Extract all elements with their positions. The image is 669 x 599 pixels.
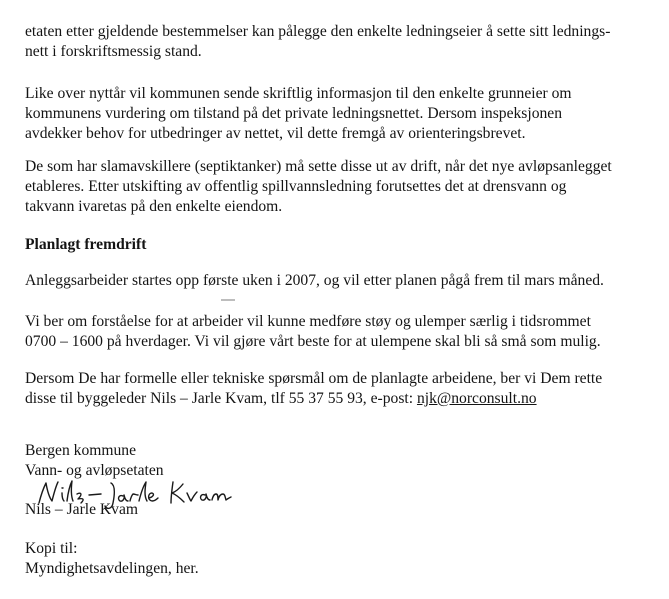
paragraph-line: Anleggsarbeider startes opp første uken i 2007, og vil etter planen pågå frem til mars måned. xyxy=(25,272,604,289)
paragraph-line: 0700 – 1600 på hverdager. Vi vil gjøre vårt beste for at ulempene skal bli så små som mulig. xyxy=(25,333,601,350)
sender-organization: Bergen kommune xyxy=(25,442,137,459)
paragraph-line: nett i forskriftsmessig stand. xyxy=(25,43,202,60)
paragraph-ulemper xyxy=(25,312,601,352)
paragraph-line: Vi ber om forståelse for at arbeider vil kunne medføre støy og ulemper særlig i tidsrommet xyxy=(25,313,591,330)
paragraph-ledningseier xyxy=(25,22,610,62)
handwritten-signature xyxy=(31,479,241,515)
sender-name: Nils – Jarle Kvam xyxy=(25,501,139,518)
paragraph-line: etaten etter gjeldende bestemmelser kan pålegge den enkelte ledningseier å sette sitt lednings- xyxy=(25,23,611,40)
paragraph-informasjon xyxy=(25,84,572,144)
paragraph-slamavskillere xyxy=(25,157,612,217)
section-heading: Planlagt fremdrift xyxy=(25,236,147,253)
paragraph-line xyxy=(25,389,602,409)
paragraph-line: Like over nyttår vil kommunen sende skriftlig informasjon til den enkelte grunneier om xyxy=(25,85,572,102)
sender-department: Vann- og avløpsetaten xyxy=(25,462,164,479)
paragraph-kontakt xyxy=(25,369,602,409)
email-link[interactable]: njk@norconsult.no xyxy=(416,390,537,407)
contact-text: disse til byggeleder Nils – Jarle Kvam, tlf 55 37 55 93, e-post: xyxy=(25,390,417,407)
copy-label: Kopi til: xyxy=(25,540,78,557)
copy-block xyxy=(25,539,199,579)
scan-speck xyxy=(221,299,235,301)
paragraph-line: takvann ivaretas på den enkelte eiendom. xyxy=(25,198,283,215)
copy-recipient: Myndighetsavdelingen, her. xyxy=(25,560,199,577)
paragraph-line: avdekker behov for utbedringer av nettet, vil dette fremgå av orienteringsbrevet. xyxy=(25,125,526,142)
paragraph-line: De som har slamavskillere (septiktanker) må sette disse ut av drift, når det nye avløpsanlegget xyxy=(25,158,612,175)
paragraph-line: Dersom De har formelle eller tekniske spørsmål om de planlagte arbeidene, ber vi Dem rette xyxy=(25,370,603,387)
letter-page xyxy=(25,0,665,599)
paragraph-fremdrift xyxy=(25,271,604,291)
paragraph-line: kommunens vurdering om tilstand på det private ledningsnettet. Dersom inspeksjonen xyxy=(25,105,563,122)
paragraph-line: etableres. Etter utskifting av offentlig spillvannsledning forutsettes det at drensvann og xyxy=(25,178,567,195)
